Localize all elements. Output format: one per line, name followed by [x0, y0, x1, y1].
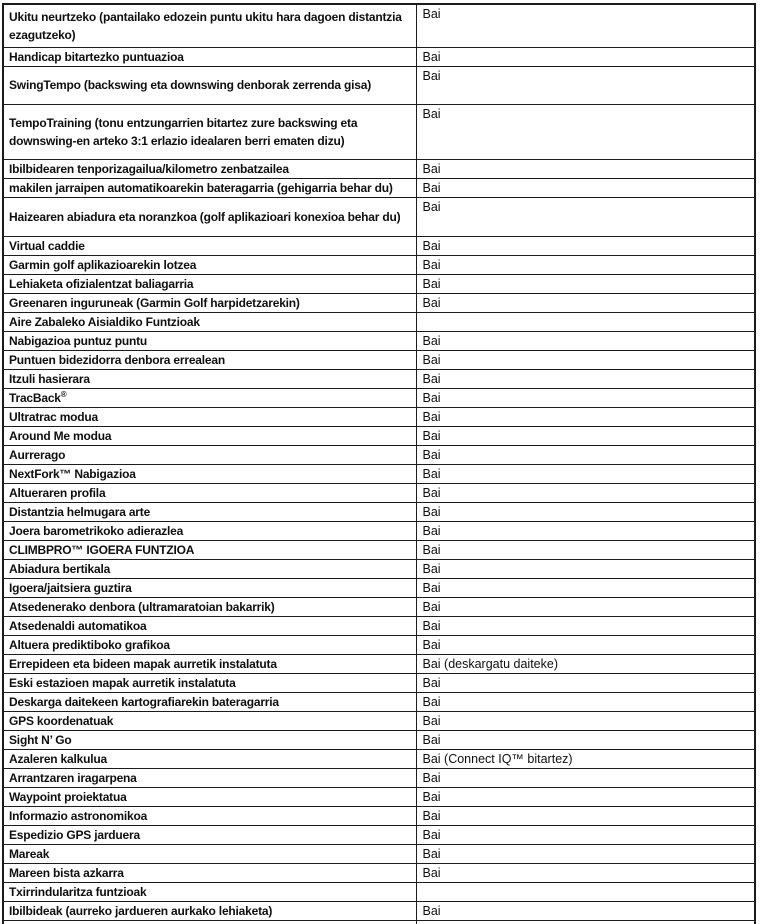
table-row — [3, 369, 755, 388]
availability-cell: Bai — [416, 350, 755, 369]
feature-cell: Ultratrac modua — [3, 407, 416, 426]
feature-cell: Atsedenaldi automatikoa — [3, 616, 416, 635]
availability-cell: Bai — [416, 274, 755, 293]
feature-cell: GPS koordenatuak — [3, 711, 416, 730]
availability-cell: Bai — [416, 616, 755, 635]
availability-cell — [416, 312, 755, 331]
table-row — [3, 768, 755, 787]
feature-cell: Joera barometrikoko adierazlea — [3, 521, 416, 540]
feature-cell: Abiadura bertikala — [3, 559, 416, 578]
feature-cell: Aurrerago — [3, 445, 416, 464]
table-row — [3, 749, 755, 768]
table-row — [3, 197, 755, 236]
table-row — [3, 4, 755, 47]
availability-cell: Bai — [416, 711, 755, 730]
availability-cell: Bai — [416, 540, 755, 559]
availability-cell: Bai — [416, 863, 755, 882]
section-header-row — [3, 882, 755, 901]
feature-cell: Garmin golf aplikazioarekin lotzea — [3, 255, 416, 274]
feature-cell: TempoTraining (tonu entzungarrien bitartez zure backswing eta downswing-en arteko 3:1 erlazio idealaren berri ematen dizu) — [3, 104, 416, 159]
table-row — [3, 920, 755, 924]
feature-table-body — [3, 4, 755, 924]
feature-cell: makilen jarraipen automatikoarekin bateragarria (gehigarria behar du) — [3, 178, 416, 197]
feature-cell: TracBack® — [3, 388, 416, 407]
table-row — [3, 407, 755, 426]
feature-cell: Greenaren inguruneak (Garmin Golf harpidetzarekin) — [3, 293, 416, 312]
feature-cell: Deskarga daitekeen kartografiarekin bateragarria — [3, 692, 416, 711]
availability-cell: Bai — [416, 197, 755, 236]
availability-cell: Bai — [416, 407, 755, 426]
availability-cell: Bai (Connect IQ™ bitartez) — [416, 749, 755, 768]
availability-cell: Bai — [416, 502, 755, 521]
table-row — [3, 863, 755, 882]
feature-cell: Igoera/jaitsiera guztira — [3, 578, 416, 597]
feature-cell: Mareak — [3, 844, 416, 863]
feature-cell: Handicap bitartezko puntuazioa — [3, 47, 416, 66]
table-row — [3, 47, 755, 66]
availability-cell: Bai — [416, 178, 755, 197]
table-row — [3, 635, 755, 654]
availability-cell: Bai — [416, 844, 755, 863]
feature-cell: Eski estazioen mapak aurretik instalatuta — [3, 673, 416, 692]
feature-cell: Ibilbidearen tenporizagailua/kilometro zenbatzailea — [3, 159, 416, 178]
feature-cell: CLIMBPRO™ IGOERA FUNTZIOA — [3, 540, 416, 559]
table-row — [3, 483, 755, 502]
table-row — [3, 692, 755, 711]
availability-cell: Bai — [416, 692, 755, 711]
feature-cell: Sight N’ Go — [3, 730, 416, 749]
feature-cell: SwingTempo (backswing eta downswing denborak zerrenda gisa) — [3, 66, 416, 104]
availability-cell: Bai — [416, 388, 755, 407]
table-row — [3, 730, 755, 749]
availability-cell: Bai — [416, 768, 755, 787]
table-row — [3, 464, 755, 483]
table-row — [3, 825, 755, 844]
feature-cell: NextFork™ Nabigazioa — [3, 464, 416, 483]
availability-cell: Bai — [416, 521, 755, 540]
table-row — [3, 616, 755, 635]
availability-cell: Bai (deskargatu daiteke) — [416, 654, 755, 673]
availability-cell: Bai — [416, 825, 755, 844]
availability-cell: Bai — [416, 635, 755, 654]
feature-cell: Virtual caddie — [3, 236, 416, 255]
availability-cell: Bai — [416, 559, 755, 578]
feature-cell: Txirrindularitza funtzioak — [3, 882, 416, 901]
table-row — [3, 654, 755, 673]
table-row — [3, 350, 755, 369]
feature-cell: Distantzia helmugara arte — [3, 502, 416, 521]
availability-cell — [416, 882, 755, 901]
feature-cell: Waypoint proiektatua — [3, 787, 416, 806]
availability-cell: Bai — [416, 426, 755, 445]
availability-cell: Bai — [416, 787, 755, 806]
feature-cell: Itzuli hasierara — [3, 369, 416, 388]
feature-cell: Ukitu neurtzeko (pantailako edozein puntu ukitu hara dagoen distantzia ezagutzeko) — [3, 4, 416, 47]
table-row — [3, 66, 755, 104]
table-row — [3, 159, 755, 178]
availability-cell: Bai — [416, 47, 755, 66]
availability-cell: Bai — [416, 578, 755, 597]
feature-cell: Azaleren kalkulua — [3, 749, 416, 768]
table-row — [3, 711, 755, 730]
availability-cell: Bai — [416, 673, 755, 692]
section-header-row — [3, 312, 755, 331]
table-row — [3, 673, 755, 692]
availability-cell: Bai — [416, 445, 755, 464]
table-row — [3, 236, 755, 255]
feature-cell: Atsedenerako denbora (ultramaratoian bakarrik) — [3, 597, 416, 616]
availability-cell: Bai — [416, 104, 755, 159]
availability-cell: Bai — [416, 464, 755, 483]
table-row — [3, 293, 755, 312]
feature-cell: Espedizio GPS jarduera — [3, 825, 416, 844]
table-row — [3, 806, 755, 825]
table-row — [3, 844, 755, 863]
feature-cell: Aire Zabaleko Aisialdiko Funtzioak — [3, 312, 416, 331]
availability-cell: Bai — [416, 901, 755, 920]
table-row — [3, 426, 755, 445]
availability-cell: Bai — [416, 483, 755, 502]
availability-cell — [416, 920, 755, 924]
table-row — [3, 274, 755, 293]
availability-cell: Bai — [416, 369, 755, 388]
feature-cell: Ibilbideak (aurreko jardueren aurkako lehiaketa) — [3, 901, 416, 920]
table-row — [3, 255, 755, 274]
table-row — [3, 445, 755, 464]
availability-cell: Bai — [416, 293, 755, 312]
feature-comparison-table — [2, 3, 756, 924]
feature-cell: Arrantzaren iragarpena — [3, 768, 416, 787]
feature-cell — [3, 920, 416, 924]
feature-cell: Haizearen abiadura eta noranzkoa (golf aplikazioari konexioa behar du) — [3, 197, 416, 236]
table-row — [3, 787, 755, 806]
availability-cell: Bai — [416, 66, 755, 104]
table-row — [3, 901, 755, 920]
table-row — [3, 104, 755, 159]
table-row — [3, 597, 755, 616]
table-row — [3, 178, 755, 197]
feature-cell: Lehiaketa ofizialentzat baliagarria — [3, 274, 416, 293]
feature-cell: Informazio astronomikoa — [3, 806, 416, 825]
table-row — [3, 521, 755, 540]
feature-cell: Nabigazioa puntuz puntu — [3, 331, 416, 350]
feature-cell: Around Me modua — [3, 426, 416, 445]
feature-cell: Errepideen eta bideen mapak aurretik instalatuta — [3, 654, 416, 673]
feature-cell: Puntuen bidezidorra denbora errealean — [3, 350, 416, 369]
feature-cell: Mareen bista azkarra — [3, 863, 416, 882]
table-row — [3, 502, 755, 521]
feature-cell: Altuera prediktiboko grafikoa — [3, 635, 416, 654]
table-row — [3, 559, 755, 578]
feature-cell: Altueraren profila — [3, 483, 416, 502]
availability-cell: Bai — [416, 730, 755, 749]
registered-mark: ® — [60, 389, 67, 399]
availability-cell: Bai — [416, 159, 755, 178]
table-row — [3, 578, 755, 597]
table-row — [3, 388, 755, 407]
availability-cell: Bai — [416, 806, 755, 825]
availability-cell: Bai — [416, 236, 755, 255]
availability-cell: Bai — [416, 331, 755, 350]
availability-cell: Bai — [416, 4, 755, 47]
availability-cell: Bai — [416, 255, 755, 274]
availability-cell: Bai — [416, 597, 755, 616]
table-row — [3, 540, 755, 559]
table-row — [3, 331, 755, 350]
